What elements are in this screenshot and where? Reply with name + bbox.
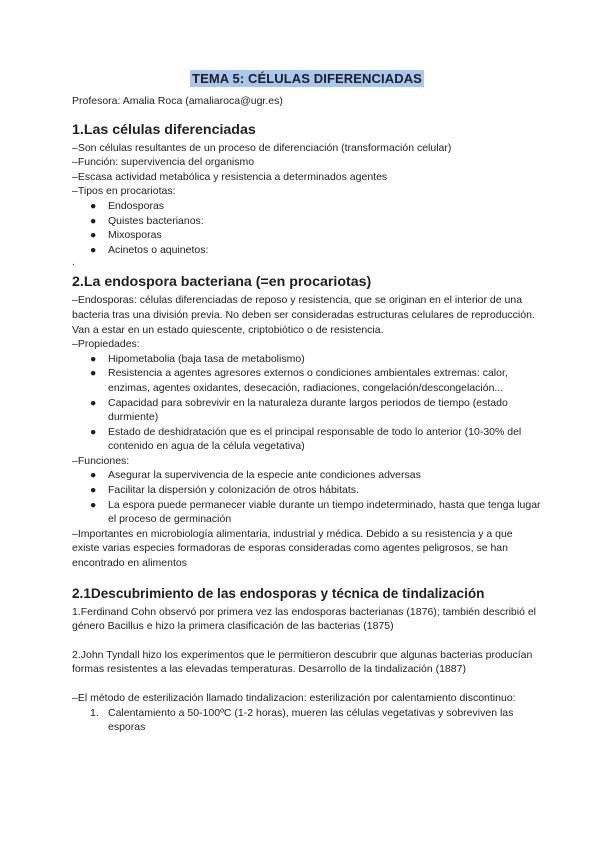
bullet-icon: ● [90,396,97,409]
s21-p1: 1.Ferdinand Cohn observó por primera vez las endosporas bacterianas (1876); también describió el género Bacillus e hizo la primera clasificación de las bacterias (1875) [72,605,537,633]
step-number: 1. [90,706,99,719]
bullet-icon: ● [90,214,97,227]
bullet-icon: ● [90,243,97,256]
list-item: ● Quistes bacterianos: [90,214,204,227]
s1-line: –Escasa actividad metabólica y resistencia a determinados agentes [72,170,388,183]
s2-props-label: –Propiedades: [72,338,140,351]
s21-steps-list [72,706,542,735]
s2-funcs-label: –Funciones: [72,454,130,467]
title-wrap [72,70,542,88]
list-item: ● Hipometabolia (baja tasa de metabolismo) [90,352,305,365]
s2-closing: –Importantes en microbiología alimentaria, industrial y médica. Debido a su resistencia y a que existe varias especies formadoras de esporas consideradas como agentes peligrosos, se han encontrado en alimentos [72,527,513,570]
bullet-icon: ● [90,498,97,511]
s1-line: –Son células resultantes de un proceso de diferenciación (transformación celular) [72,141,452,154]
bullet-icon: ● [90,425,97,438]
s2-funcs-list [72,468,542,526]
document-page [72,70,542,735]
list-item: ● Mixosporas [90,229,162,242]
bullet-icon: ● [90,352,97,365]
bullet-icon: ● [90,199,97,212]
list-item: ● Facilitar la dispersión y colonización de otros hábitats. [90,484,359,497]
s1-line: –Función: supervivencia del organismo [72,156,255,169]
section-2-heading: 2.La endospora bacteriana (=en procariotas) [72,274,372,291]
s1-types-list [72,199,542,257]
s1-line: –Tipos en procariotas: [72,185,176,198]
bullet-icon: ● [90,229,97,242]
list-item: ● Resistencia a agentes agresores externos o condiciones ambientales extremas: calor, enzimas, agentes oxidantes, desecación, radiaciones, congelación/descongelación... [90,367,508,394]
list-item: ● Acinetos o aquinetos: [90,243,209,256]
list-item: ● Endosporas [90,199,165,212]
s21-p2: 2.John Tyndall hizo los experimentos que le permitieron descubrir que algunas bacterias producían formas resistentes a las elevadas temperaturas. Desarrollo de la tindalización (1887) [72,648,533,676]
list-item: ● Estado de deshidratación que es el principal responsable de todo lo anterior (10-30% del contenido en agua de la célula vegetativa) [90,425,522,453]
stray-dot: . [72,256,75,269]
document-title: TEMA 5: CÉLULAS DIFERENCIADAS [192,71,422,86]
section-2-1-heading: 2.1Descubrimiento de las endosporas y técnica de tindalización [72,585,485,601]
s21-p3: –El método de esterilización llamado tindalizacion: esterilización por calentamiento discontinuo: [72,692,516,704]
bullet-icon: ● [90,367,97,380]
spacer [72,634,542,648]
bullet-icon: ● [90,469,97,482]
section-1-heading: 1.Las células diferenciadas [72,121,256,138]
list-item: ● Capacidad para sobrevivir en la naturaleza durante largos periodos de tiempo (estado durmiente) [90,396,508,424]
spacer [72,677,542,691]
s2-props-list [72,352,542,454]
list-item: ● La espora puede permanecer viable durante un tiempo indeterminado, hasta que tenga lugar el proceso de germinación [90,498,541,526]
teacher-line: Profesora: Amalia Roca (amaliaroca@ugr.es) [72,95,283,107]
list-item: 1. Calentamiento a 50-100ºC (1-2 horas), mueren las células vegetativas y sobreviven las esporas [90,706,514,734]
list-item: ● Asegurar la supervivencia de la especie ante condiciones adversas [90,469,421,482]
s2-intro: –Endosporas: células diferenciadas de reposo y resistencia, que se originan en el interior de una bacteria tras una división previa. No deben ser consideradas estructuras celulares de reproducción. Van a estar en un estado quiescente, criptobiótico o de resistencia. [72,294,535,336]
bullet-icon: ● [90,484,97,497]
